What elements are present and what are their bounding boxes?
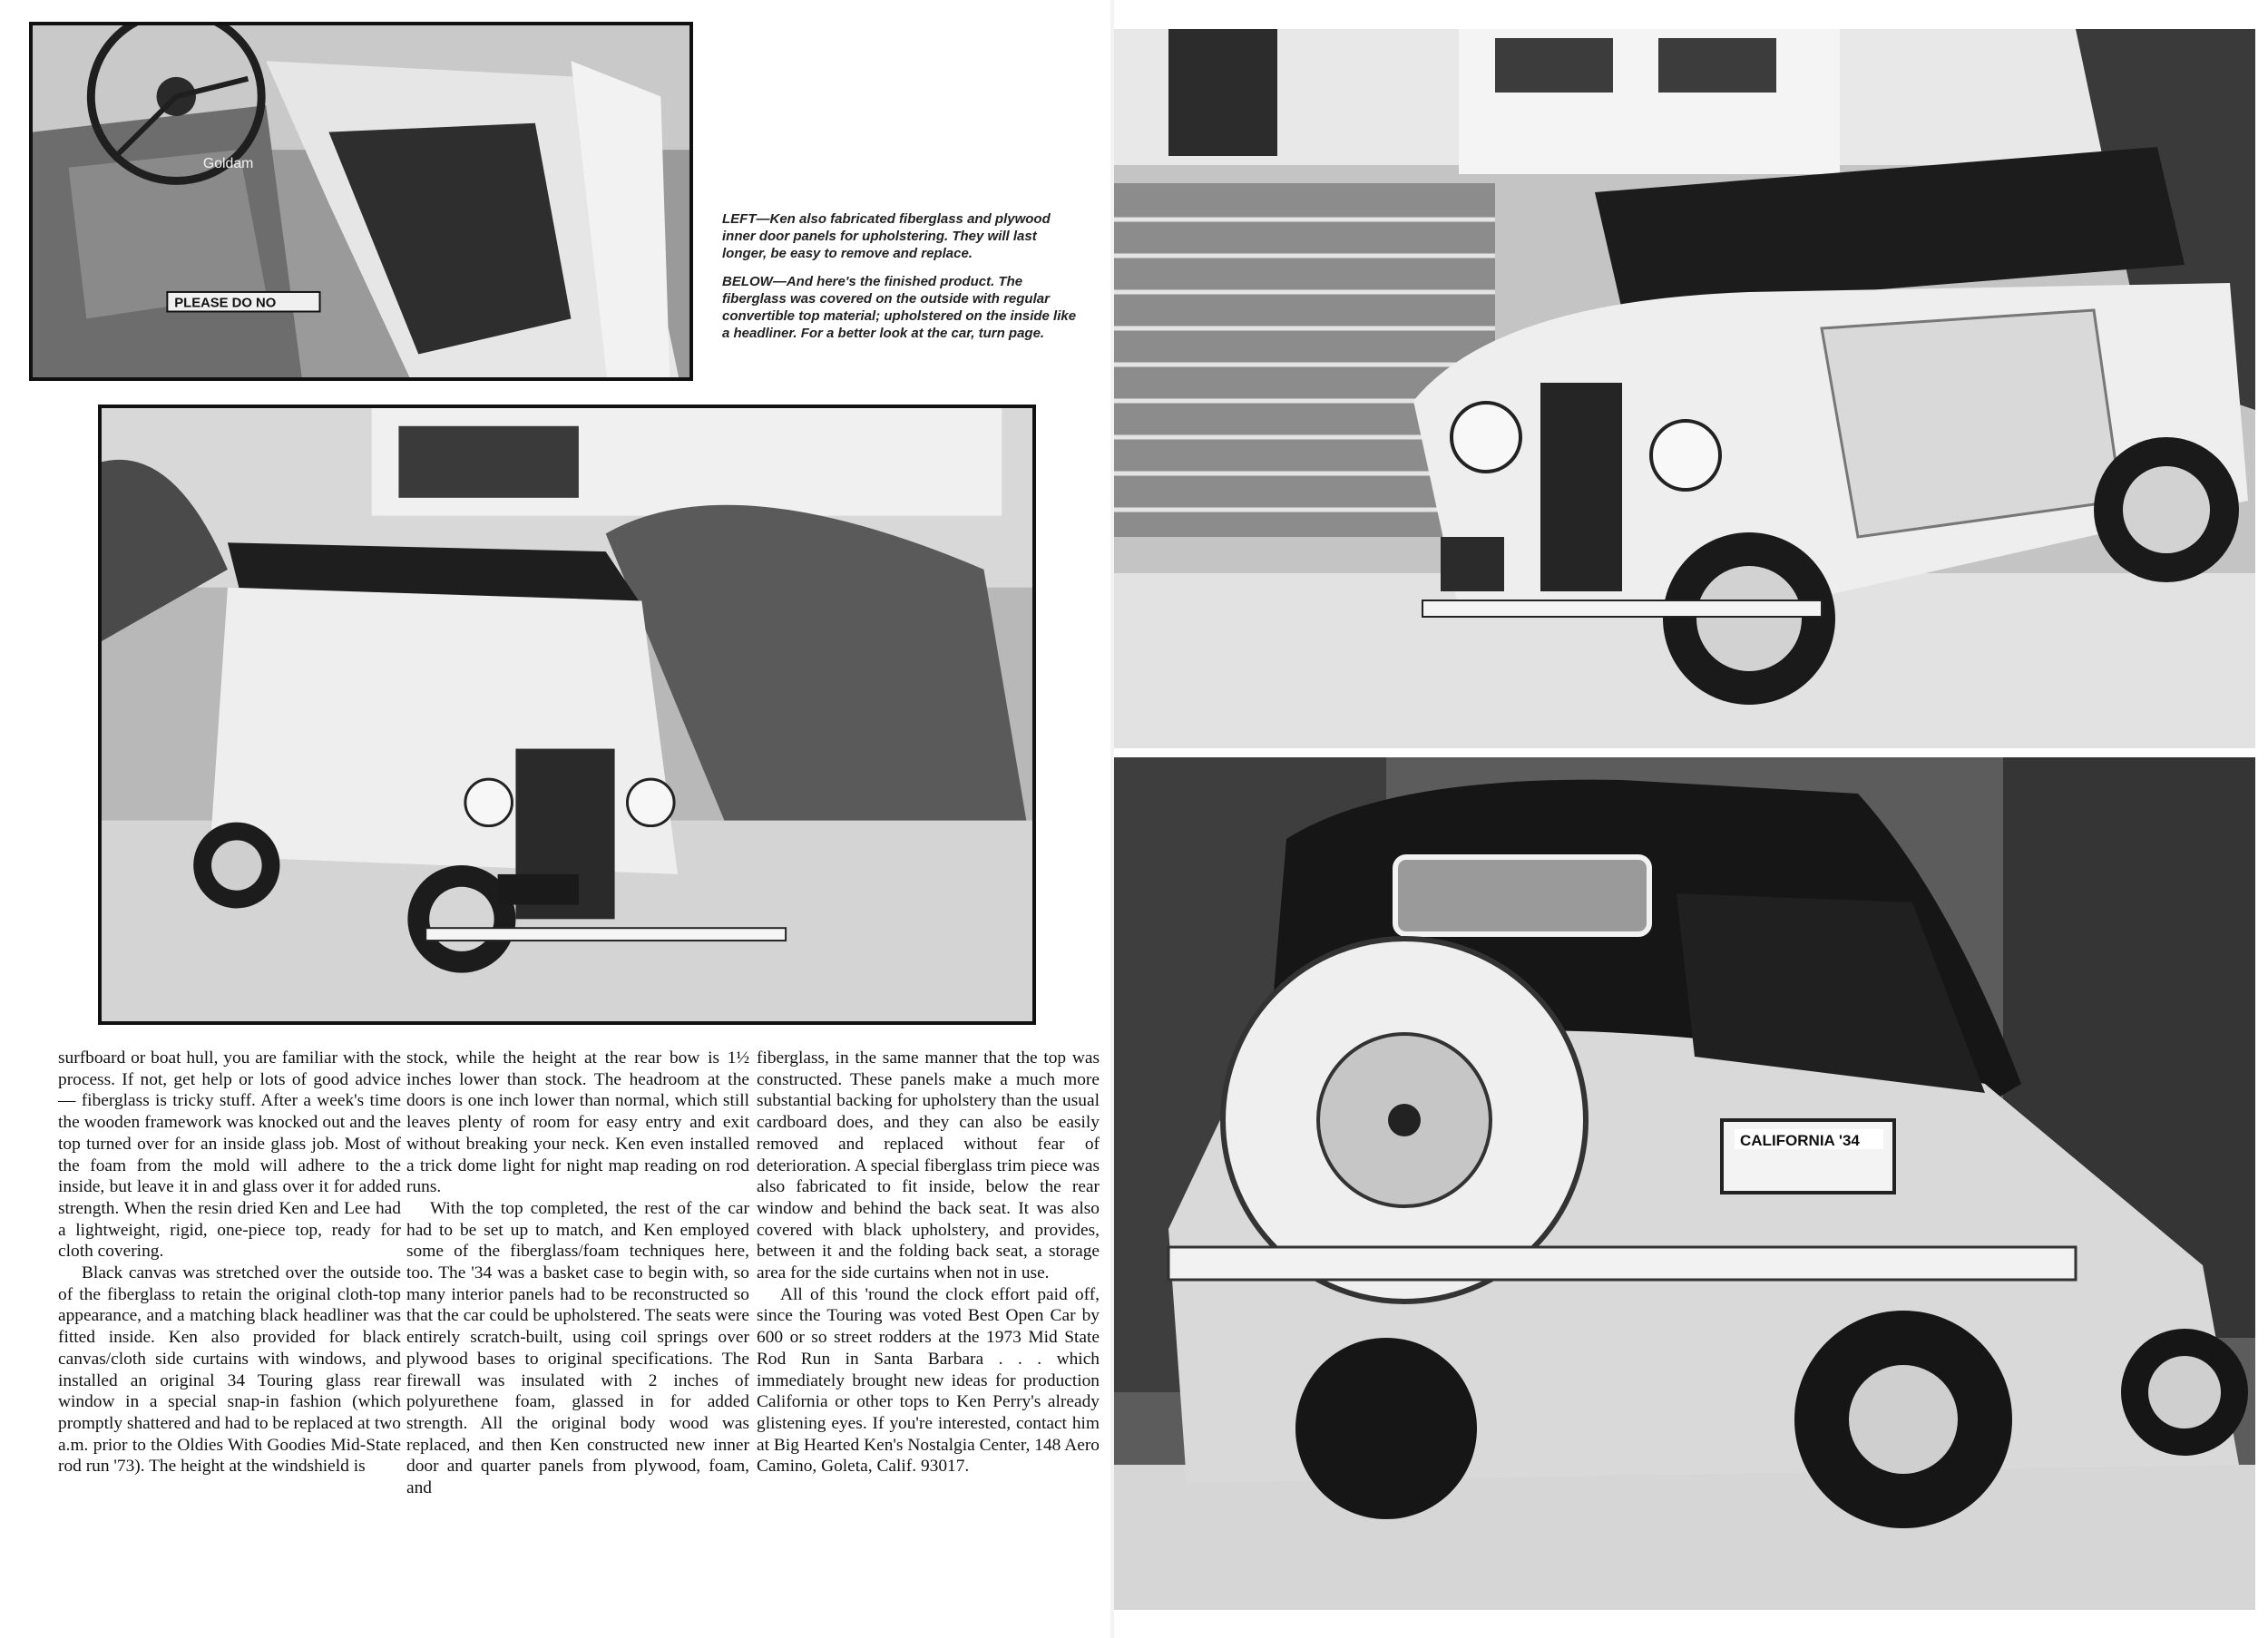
door-brand-text: Goldam	[202, 155, 254, 171]
col1-para-1: surfboard or boat hull, you are familiar with the process. If not, get help or lots of good advice — fiberglass is tricky stuff. After a week's time the wooden framework was knocked out and the top turned over for an inside glass job. Most of the foam from the mold will adhere to the inside, but leave it in and glass over it for added strength. When the resin dried Ken and Lee had a lightweight, rigid, one-piece top, ready for cloth covering.	[58, 1048, 401, 1262]
caption-below: BELOW—And here's the finished product. The fiberglass was covered on the outside with regular convertible top material; upholstered on the inside like a headliner. For a better look at the car, turn page.	[722, 274, 1077, 341]
col1-para-2: Black canvas was stretched over the outside of the fiberglass to retain the original cloth-top appearance, and a matching black headliner was fitted inside. Ken also provided for black canvas/cloth side curtains with windows, and installed an original 34 Touring glass rear window in a special snap-in fashion (which promptly shattered and had to be replaced at two a.m. prior to the Oldies With Goodies Mid-State rod run '73). The height at the windshield is	[58, 1263, 401, 1477]
rear-plate-text: CALIFORNIA '34	[1740, 1132, 1860, 1149]
col2-para-2: With the top completed, the rest of the car had to be set up to match, and Ken employed some of the fiberglass/foam techniques here, too. The '34 was a basket case to begin with, so many interior panels had to be reconstructed so that the car could be upholstered. The seats were entirely scratch-built, using coil springs over plywood bases to original specifications. The firewall was insulated with 2 inches of polyurethene foam, glassed in for added strength. All the original body wood was replaced, and then Ken constructed new inner door and quarter panels from plywood, foam, and	[406, 1198, 749, 1498]
photo-car-rear	[1114, 757, 2255, 1610]
photo-door-interior	[29, 22, 693, 381]
article-column-2	[406, 1048, 749, 1499]
page-gutter	[1110, 0, 1114, 1638]
col3-para-2: All of this 'round the clock effort paid off, since the Touring was voted Best Open Car by 600 or so street rodders at the 1973 Mid State Rod Run in Santa Barbara . . . which immediately brought new ideas for production California or other tops to Ken Perry's already glistening eyes. If you're interested, contact him at Big Hearted Ken's Nostalgia Center, 148 Aero Camino, Goleta, Calif. 93017.	[757, 1284, 1100, 1477]
col2-para-1: stock, while the height at the rear bow is 1½ inches lower than stock. The headroom at the doors is one inch lower than normal, which still leaves plenty of room for easy entry and exit without breaking your neck. Ken even installed a trick dome light for night map reading on rod runs.	[406, 1048, 749, 1197]
photo-car-front-left	[98, 405, 1036, 1025]
article-column-3	[757, 1048, 1100, 1477]
photo-captions	[722, 210, 1085, 353]
door-sign-text: PLEASE DO NO	[174, 296, 277, 311]
caption-left: LEFT—Ken also fabricated fiberglass and plywood inner door panels for upholstering. They will last longer, be easy to remove and replace.	[722, 211, 1051, 261]
photo-car-front-right	[1114, 29, 2255, 748]
col3-para-1: fiberglass, in the same manner that the top was constructed. These panels make a much more substantial backing for upholstery than the usual cardboard does, and they can also be easily removed and replaced without fear of deterioration. A special fiberglass trim piece was also fabricated to fit inside, below the rear window and behind the back seat. It was also covered with black upholstery, and provides, between it and the folding back seat, a storage area for the side curtains when not in use.	[757, 1048, 1100, 1283]
article-column-1	[58, 1048, 401, 1477]
